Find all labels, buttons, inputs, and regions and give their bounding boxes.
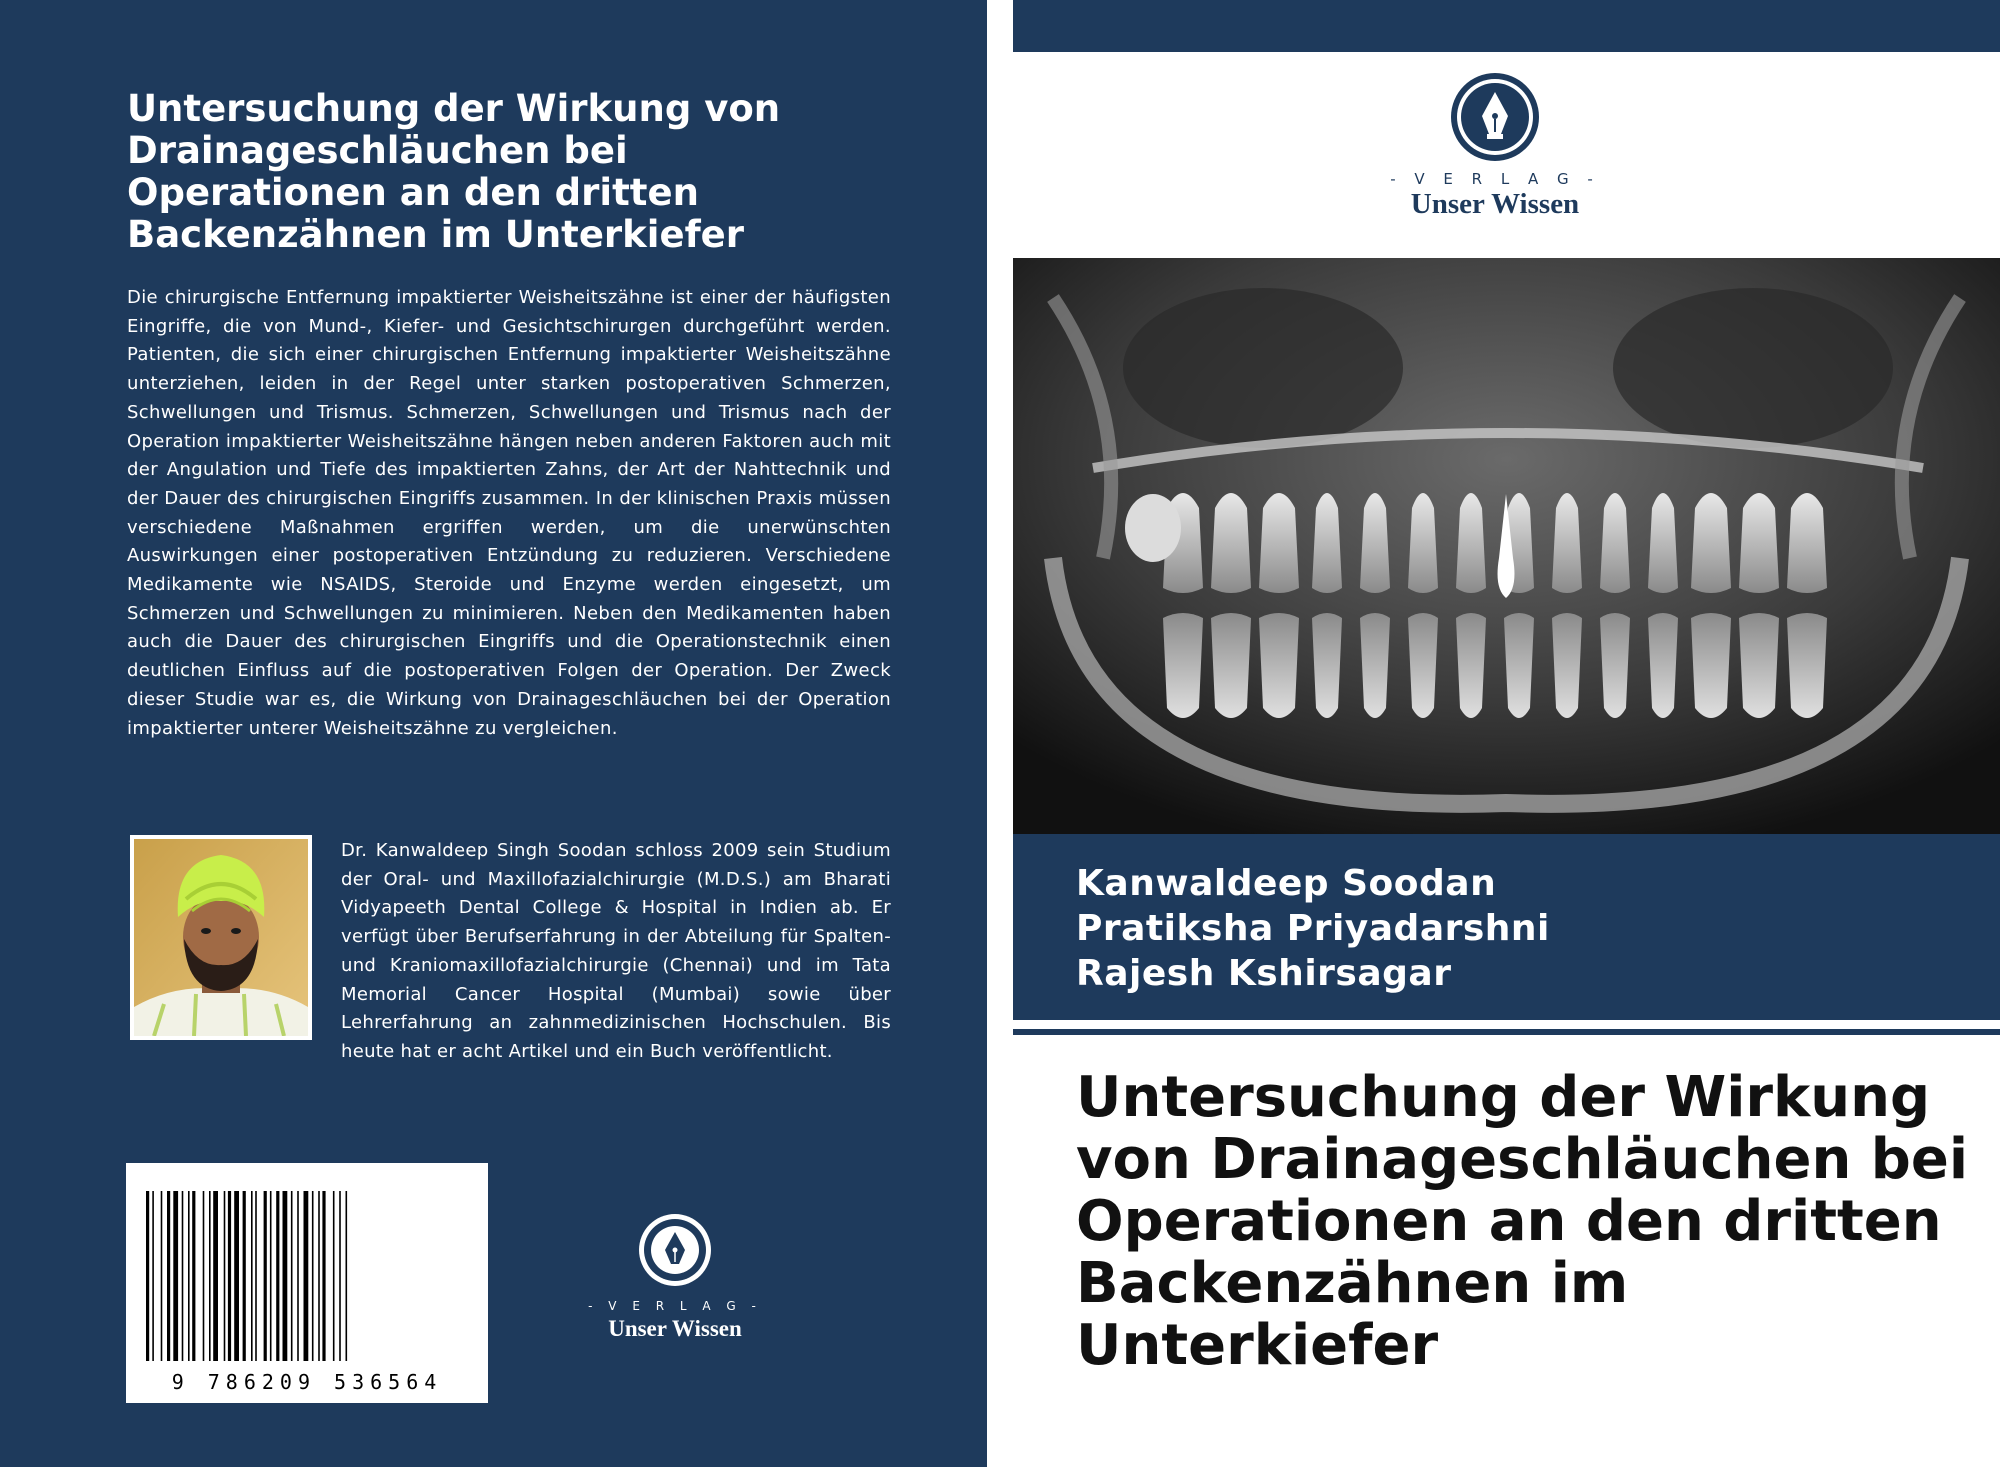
back-cover-blurb: Die chirurgische Entfernung impaktierter Weisheitszähne ist einer der häufigsten Eingriffe, die von Mund-, Kiefer- und Gesichtschirurgen durchgeführt werden. Patienten, die sich einer chirurgischen Entfernung impaktierter Weisheitszähne unterziehen, leiden in der Regel unter starken postoperativen Schmerzen, Schwellungen und Trismus. Schmerzen, Schwellungen und Trismus nach der Operation impaktierter Weisheitszähne hängen neben anderen Faktoren auch mit der Angulation und Tiefe des impaktierten Zahns, der Art der Nahttechnik und der Dauer des chirurgischen Eingriffs zusammen. In der klinischen Praxis müssen verschiedene Maßnahmen ergriffen werden, um die unerwünschten Auswirkungen einer postoperativen Entzündung zu reduzieren. Verschiedene Medikamente wie NSAIDS, Steroide und Enzyme werden eingesetzt, um Schmerzen und Schwellungen zu minimieren. Neben den Medikamenten haben auch die Dauer des chirurgischen Eingriffs und die Operationstechnik einen deutlichen Einfluss auf die postoperativen Folgen der Operation. Der Zweck dieser Studie war es, die Wirkung von Drainageschläuchen bei der Operation impaktierter unterer Weisheitszähne zu vergleichen. <box>127 287 891 739</box>
barcode-bar <box>203 1191 205 1361</box>
barcode-bar <box>209 1191 211 1361</box>
isbn-number: 9 786209 536564 <box>171 1370 443 1394</box>
author-name-3: Rajesh Kshirsagar <box>1076 953 1452 994</box>
lower-tooth <box>1787 613 1827 718</box>
spine <box>987 0 1013 1467</box>
barcode-bar <box>173 1191 178 1361</box>
lower-tooth <box>1739 613 1779 718</box>
author-bio: Dr. Kanwaldeep Singh Soodan schloss 2009 sein Studium der Oral- und Maxillofazialchirurgie (M.D.S.) am Bharati Vidyapeeth Dental College & Hospital in Indien ab. Er verfügt über Berufserfahrung in der Abteilung für Spalten- und Kraniomaxillofazialchirurgie (Chennai) und im Tata Memorial Cancer Hospital (Mumbai) sowie über Lehrerfahrung an zahnmedizinischen Hochschulen. Bis heute hat er acht Artikel und ein Buch veröffentlicht. <box>341 840 891 1062</box>
barcode-bar <box>182 1191 184 1361</box>
barcode-bar <box>234 1191 239 1361</box>
barcode-bar <box>255 1191 257 1361</box>
lower-tooth <box>1600 613 1630 718</box>
lower-tooth <box>1552 613 1582 718</box>
upper-tooth <box>1259 493 1299 593</box>
barcode-bar <box>322 1191 325 1361</box>
lower-tooth <box>1456 613 1486 718</box>
upper-tooth <box>1552 493 1582 593</box>
barcode-bar <box>270 1191 272 1361</box>
author-name-1: Kanwaldeep Soodan <box>1076 863 1497 904</box>
barcode-bar <box>251 1191 253 1361</box>
lower-tooth <box>1504 613 1534 718</box>
barcode-bar <box>146 1191 149 1361</box>
back-logo-brand: Unser Wissen <box>608 1316 742 1341</box>
front-logo-brand: Unser Wissen <box>1410 188 1580 220</box>
isbn-barcode <box>126 1163 488 1403</box>
barcode-bar <box>188 1191 190 1361</box>
barcode-bar <box>167 1191 170 1361</box>
lower-tooth <box>1648 613 1678 718</box>
upper-tooth <box>1739 493 1779 593</box>
barcode-bar <box>291 1191 293 1361</box>
upper-tooth <box>1648 493 1678 593</box>
barcode-bar <box>228 1191 231 1361</box>
lower-tooth <box>1408 613 1438 718</box>
dental-xray-image <box>1013 258 2000 834</box>
lower-tooth <box>1259 613 1299 718</box>
upper-tooth <box>1211 493 1251 593</box>
lower-tooth <box>1211 613 1251 718</box>
upper-tooth <box>1691 493 1731 593</box>
lower-tooth <box>1691 613 1731 718</box>
barcode-bar <box>297 1191 299 1361</box>
back-publisher-logo <box>587 1212 763 1342</box>
front-logo-verlag: - V E R L A G - <box>1390 170 1600 188</box>
barcode-bar <box>304 1191 309 1361</box>
author-name-2: Pratiksha Priyadarshni <box>1076 908 1550 949</box>
upper-tooth <box>1360 493 1390 593</box>
barcode-bar <box>192 1191 195 1361</box>
pen-nib-seal-icon <box>1450 72 1540 164</box>
barcode-bar <box>333 1191 335 1361</box>
barcode-bar <box>346 1191 348 1361</box>
barcode-bar <box>243 1191 246 1361</box>
barcode-bar <box>339 1191 341 1361</box>
lower-tooth <box>1163 613 1203 718</box>
author-photo <box>130 835 312 1040</box>
barcode-bar <box>318 1191 320 1361</box>
upper-tooth <box>1408 493 1438 593</box>
barcode-bar <box>312 1191 314 1361</box>
barcode-bar <box>276 1191 279 1361</box>
barcode-bar <box>152 1191 154 1361</box>
pen-nib-seal-icon <box>637 1212 713 1292</box>
front-top-bar <box>1013 0 2000 52</box>
authors-band <box>1013 834 2000 1020</box>
back-cover <box>0 0 987 1467</box>
upper-tooth <box>1600 493 1630 593</box>
upper-tooth <box>1787 493 1827 593</box>
front-publisher-logo <box>1380 72 1610 222</box>
lower-tooth <box>1360 613 1390 718</box>
barcode-bar <box>161 1191 163 1361</box>
lower-tooth <box>1312 613 1342 718</box>
upper-tooth <box>1312 493 1342 593</box>
back-cover-title: Untersuchung der Wirkung von Drainageschläuchen bei Operationen an den dritten Backenzähnen im Unterkiefer <box>127 87 781 256</box>
barcode-bar <box>283 1191 288 1361</box>
barcode-bar <box>213 1191 218 1361</box>
front-cover-title: Untersuchung der Wirkung von Drainageschläuchen bei Operationen an den dritten Backenzähnen im Unterkiefer <box>1076 1065 1969 1378</box>
barcode-bar <box>224 1191 226 1361</box>
back-logo-verlag: - V E R L A G - <box>588 1299 762 1313</box>
upper-tooth <box>1456 493 1486 593</box>
divider-rule <box>1013 1029 2000 1035</box>
barcode-bar <box>264 1191 267 1361</box>
